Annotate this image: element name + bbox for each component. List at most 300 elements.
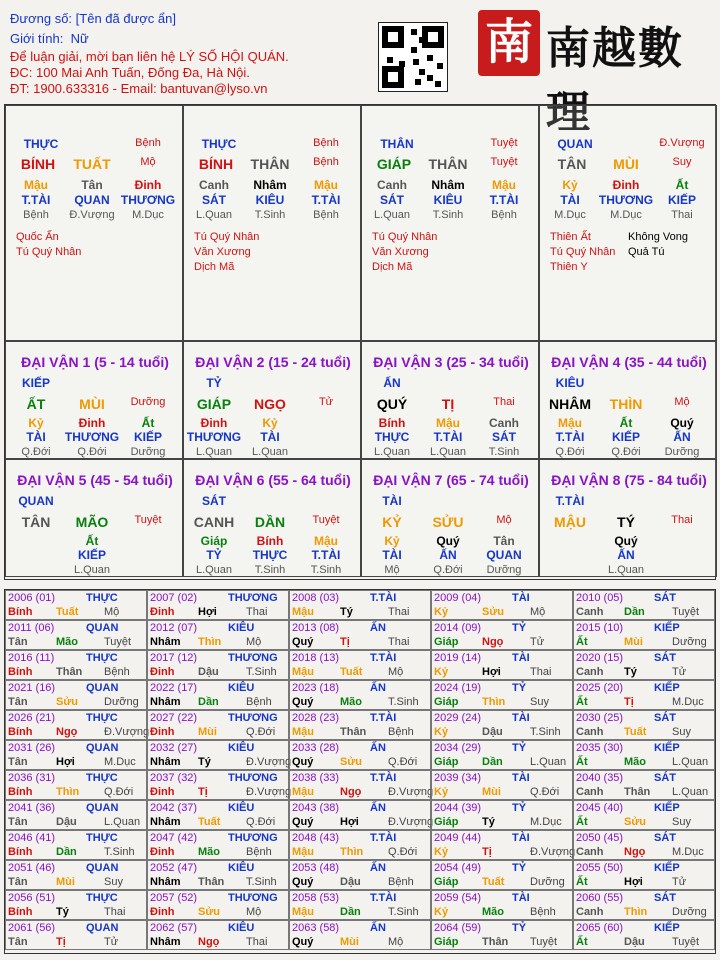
year-label: 2059 (54) — [434, 892, 482, 904]
dai-van-hidden-stem: Quý — [436, 534, 460, 548]
dai-van-cell — [361, 341, 539, 459]
dai-van-hidden-stem: Bính — [378, 416, 406, 430]
year-stem: Bính — [8, 786, 33, 798]
palace-life-stage: Đ.Vượng — [69, 209, 115, 221]
year-cell — [573, 800, 715, 830]
palace-branch: MÙI — [613, 156, 639, 172]
palace-stem: TÂN — [557, 156, 587, 172]
gender-label: Giới tính: — [10, 31, 64, 46]
year-stem: Tân — [8, 816, 28, 828]
year-cell — [431, 620, 573, 650]
year-branch: Sửu — [624, 816, 647, 828]
palace-hidden-stem: Kỷ — [562, 178, 578, 192]
dai-van-life-stage: L.Quan — [195, 446, 233, 458]
year-ten-god: TỶ — [512, 862, 527, 874]
year-ten-god: T.TÀI — [370, 832, 397, 844]
year-stem: Ất — [576, 816, 588, 828]
year-cell — [289, 860, 431, 890]
year-cell — [431, 920, 573, 950]
year-cell — [147, 680, 289, 710]
year-ten-god: KIÊU — [228, 802, 255, 814]
year-ten-god: ẤN — [370, 922, 386, 934]
year-label: 2062 (57) — [150, 922, 198, 934]
dai-van-stem: ẤT — [26, 396, 46, 412]
year-cell — [573, 770, 715, 800]
dai-van-cell — [183, 459, 361, 577]
dai-van-stem: KỶ — [382, 514, 402, 530]
year-label: 2045 (40) — [576, 802, 624, 814]
year-cell — [573, 590, 715, 620]
year-stem: Kỷ — [434, 846, 449, 858]
palace-hidden-stem: Nhâm — [253, 178, 287, 192]
gender-value: Nữ — [70, 31, 89, 46]
palace-extra-star: Văn Xương — [372, 246, 429, 258]
year-stem: Canh — [576, 606, 604, 618]
year-label: 2046 (41) — [8, 832, 56, 844]
year-branch: Tý — [482, 816, 495, 828]
year-label: 2063 (58) — [292, 922, 340, 934]
year-label: 2042 (37) — [150, 802, 198, 814]
year-cell — [573, 740, 715, 770]
year-label: 2012 (07) — [150, 622, 198, 634]
dai-van-life-stage: L.Quan — [607, 564, 645, 576]
year-branch: Mão — [624, 756, 646, 768]
year-stem: Tân — [8, 936, 28, 948]
year-branch: Thìn — [624, 906, 648, 918]
dai-van-hidden-stem: Đinh — [78, 416, 106, 430]
dai-van-hidden-stem: Mậu — [558, 416, 582, 430]
year-cell — [573, 710, 715, 740]
palace-star-top: THỰC — [201, 137, 237, 151]
year-stem: Quý — [292, 696, 314, 708]
dai-van-ten-god-hidden: T.TÀI — [555, 430, 585, 444]
year-branch: Thìn — [482, 696, 506, 708]
palace-phase-top: Bệnh — [313, 137, 339, 149]
year-life-stage: Q.Đới — [246, 726, 276, 738]
year-ten-god: KIẾP — [654, 922, 680, 934]
year-branch: Thìn — [340, 846, 364, 858]
palace-life-stage: Thai — [671, 209, 693, 221]
palace-hidden-stem: Đinh — [612, 178, 640, 192]
year-ten-god: THƯƠNG — [228, 832, 278, 844]
year-life-stage: L.Quan — [672, 756, 709, 768]
dai-van-cell — [183, 341, 361, 459]
palace-life-stage: T.Sinh — [432, 209, 464, 221]
year-stem: Kỷ — [434, 786, 449, 798]
year-branch: Tị — [198, 786, 208, 798]
year-label: 2023 (18) — [292, 682, 340, 694]
dai-van-stem: MẬU — [554, 514, 586, 530]
year-ten-god: T.TÀI — [370, 592, 397, 604]
palace-hidden-stem: Mậu — [314, 178, 338, 192]
owner-value: [Tên đã được ẩn] — [75, 11, 176, 26]
year-ten-god: QUAN — [86, 922, 119, 934]
year-life-stage: Mộ — [246, 906, 262, 918]
year-life-stage: T.Sinh — [246, 876, 277, 888]
dai-van-life-stage: Dưỡng — [130, 446, 166, 458]
year-ten-god: T.TÀI — [370, 892, 397, 904]
year-stem: Canh — [576, 726, 604, 738]
dai-van-ten-god-hidden: ẤN — [439, 548, 457, 562]
dai-van-life-stage: Dưỡng — [486, 564, 522, 576]
year-life-stage: Suy — [672, 816, 691, 828]
year-stem: Bính — [8, 906, 33, 918]
dai-van-ten-god-hidden: THỰC — [374, 430, 410, 444]
year-cell — [147, 710, 289, 740]
year-life-stage: Mộ — [104, 606, 120, 618]
year-cell — [431, 890, 573, 920]
dai-van-life-stage: L.Quan — [73, 564, 111, 576]
year-ten-god: KIẾP — [654, 742, 680, 754]
year-branch: Hợi — [624, 876, 643, 888]
year-life-stage: Thai — [388, 606, 410, 618]
dai-van-ten-god: SÁT — [202, 494, 226, 508]
dai-van-cell — [539, 341, 717, 459]
year-life-stage: Mộ — [388, 666, 404, 678]
dai-van-ten-god: TÀI — [382, 494, 402, 508]
palace-ten-god: KIÊU — [433, 193, 463, 207]
year-cell — [5, 590, 147, 620]
palace-phase: Suy — [672, 156, 692, 168]
year-life-stage: Thai — [530, 666, 552, 678]
dai-van-ten-god: KIÊU — [555, 376, 585, 390]
year-stem: Giáp — [434, 936, 459, 948]
year-life-stage: M.Dục — [530, 816, 562, 828]
year-ten-god: SÁT — [654, 772, 676, 784]
palace-phase: Bệnh — [313, 156, 339, 168]
year-ten-god: TỶ — [512, 682, 527, 694]
year-label: 2041 (36) — [8, 802, 56, 814]
year-label: 2047 (42) — [150, 832, 198, 844]
dai-van-hidden-stem: Đinh — [200, 416, 228, 430]
year-life-stage: Suy — [672, 726, 691, 738]
dai-van-stem: CANH — [193, 514, 235, 530]
year-label: 2032 (27) — [150, 742, 198, 754]
dai-van-ten-god: TỶ — [206, 376, 222, 390]
year-cell — [289, 890, 431, 920]
year-ten-god: T.TÀI — [370, 772, 397, 784]
year-stem: Ất — [576, 636, 588, 648]
year-label: 2050 (45) — [576, 832, 624, 844]
year-branch: Tý — [198, 756, 211, 768]
dai-van-hidden-stem: Mậu — [436, 416, 460, 430]
year-label: 2010 (05) — [576, 592, 624, 604]
year-branch: Sửu — [56, 696, 79, 708]
year-label: 2054 (49) — [434, 862, 482, 874]
year-branch: Mùi — [56, 876, 75, 888]
palace-extra-star: Tú Quý Nhân — [16, 246, 82, 258]
year-label: 2040 (35) — [576, 772, 624, 784]
dai-van-hidden-stem: Kỷ — [28, 416, 44, 430]
year-stem: Đinh — [150, 726, 175, 738]
dai-van-life-stage: T.Sinh — [310, 564, 342, 576]
year-life-stage: Tuyệt — [672, 606, 700, 618]
year-life-stage: Tuyệt — [672, 936, 700, 948]
year-label: 2006 (01) — [8, 592, 56, 604]
gender-line — [10, 30, 89, 47]
chart-grid — [4, 104, 716, 580]
year-cell — [289, 770, 434, 800]
year-branch: Hợi — [340, 816, 359, 828]
year-life-stage: M.Dục — [104, 756, 136, 768]
year-cell — [289, 920, 431, 950]
palace-phase-top: Đ.Vượng — [659, 137, 705, 149]
year-label: 2028 (23) — [292, 712, 340, 724]
year-label: 2044 (39) — [434, 802, 482, 814]
year-branch: Mùi — [340, 936, 359, 948]
dai-van-title: ĐẠI VẬN 1 (5 - 14 tuổi) — [21, 354, 169, 370]
year-branch: Tuất — [56, 606, 79, 618]
year-stem: Đinh — [150, 606, 175, 618]
year-label: 2026 (21) — [8, 712, 56, 724]
dai-van-life-stage: Q.Đới — [433, 564, 463, 576]
dai-van-ten-god-hidden: ẤN — [673, 430, 691, 444]
dai-van-ten-god-hidden: THỰC — [252, 548, 288, 562]
year-life-stage: M.Dục — [672, 696, 704, 708]
palace-hidden-stem: Mậu — [24, 178, 48, 192]
dai-van-life-stage: T.Sinh — [254, 564, 286, 576]
year-cell — [431, 650, 573, 680]
year-branch: Ngọ — [340, 786, 362, 798]
year-label: 2019 (14) — [434, 652, 482, 664]
year-cell — [573, 890, 715, 920]
palace-extra-star: Thiên Ất — [550, 231, 591, 243]
year-label: 2056 (51) — [8, 892, 56, 904]
dai-van-phase: Thai — [671, 514, 693, 526]
year-life-stage: Mộ — [530, 606, 546, 618]
year-cell — [5, 710, 150, 740]
year-ten-god: KIÊU — [228, 682, 255, 694]
dai-van-phase: Mộ — [496, 514, 512, 526]
dai-van-ten-god-hidden: THƯƠNG — [186, 430, 242, 444]
dai-van-branch: THÌN — [609, 396, 643, 412]
year-life-stage: Thai — [388, 636, 410, 648]
year-branch: Sửu — [482, 606, 505, 618]
dai-van-ten-god: ẤN — [383, 376, 401, 390]
year-stem: Ất — [576, 756, 588, 768]
year-branch: Tuất — [340, 666, 363, 678]
dai-van-phase: Dưỡng — [130, 396, 166, 408]
palace-hidden-stem: Nhâm — [431, 178, 465, 192]
year-label: 2007 (02) — [150, 592, 198, 604]
year-life-stage: Tử — [104, 936, 119, 948]
dai-van-hidden-stem: Quý — [670, 416, 694, 430]
year-life-stage: Bệnh — [104, 666, 130, 678]
palace-star-top: THÂN — [380, 137, 414, 151]
dai-van-life-stage: L.Quan — [195, 564, 233, 576]
palace-life-stage: M.Dục — [132, 209, 164, 221]
dai-van-phase: Tử — [318, 396, 334, 408]
dai-van-hidden-stem: Quý — [614, 534, 638, 548]
year-stem: Ất — [576, 936, 588, 948]
year-stem: Tân — [8, 636, 28, 648]
year-life-stage: Thai — [246, 606, 268, 618]
year-ten-god: ẤN — [370, 742, 386, 754]
year-ten-god: THỰC — [86, 592, 118, 604]
year-branch: Dần — [56, 846, 77, 858]
year-branch: Dậu — [482, 726, 503, 738]
dai-van-ten-god: KIẾP — [21, 376, 50, 390]
palace-stem: GIÁP — [376, 156, 412, 172]
year-stem: Giáp — [434, 636, 459, 648]
dai-van-hidden-stem: Ất — [141, 416, 155, 430]
palace-stem: BÍNH — [198, 156, 234, 172]
dai-van-ten-god-hidden: TỶ — [206, 548, 222, 562]
year-label: 2009 (04) — [434, 592, 482, 604]
year-stem: Bính — [8, 846, 33, 858]
year-stem: Tân — [8, 756, 28, 768]
year-life-stage: Đ.Vượng — [388, 816, 434, 828]
palace-life-stage: Bệnh — [313, 209, 339, 221]
dai-van-life-stage: Q.Đới — [555, 446, 585, 458]
year-label: 2030 (25) — [576, 712, 624, 724]
palace-ten-god: QUAN — [74, 193, 110, 207]
dai-van-ten-god-hidden: T.TÀI — [311, 548, 341, 562]
year-cell — [431, 740, 573, 770]
year-stem: Nhâm — [150, 936, 181, 948]
year-cell — [289, 830, 431, 860]
year-ten-god: KIẾP — [654, 622, 680, 634]
year-branch: Tuất — [482, 876, 505, 888]
year-life-stage: L.Quan — [530, 756, 567, 768]
year-label: 2033 (28) — [292, 742, 340, 754]
year-life-stage: Tuyệt — [104, 636, 132, 648]
year-life-stage: T.Sinh — [388, 696, 419, 708]
dai-van-title: ĐẠI VẬN 4 (35 - 44 tuổi) — [551, 354, 707, 370]
year-life-stage: Suy — [104, 876, 123, 888]
year-cell — [289, 620, 431, 650]
dai-van-hidden-stem: Mậu — [314, 534, 338, 548]
dai-van-life-stage: T.Sinh — [488, 446, 520, 458]
year-ten-god: TÀI — [512, 652, 530, 664]
dai-van-ten-god-hidden: QUAN — [486, 548, 522, 562]
year-branch: Dần — [340, 906, 361, 918]
year-life-stage: Bệnh — [388, 876, 414, 888]
palace-ten-god: THƯƠNG — [598, 193, 654, 207]
year-life-stage: Đ.Vượng — [246, 786, 292, 798]
year-ten-god: SÁT — [654, 892, 676, 904]
year-life-stage: Dưỡng — [672, 636, 707, 648]
year-cell — [431, 830, 576, 860]
year-life-stage: Thai — [104, 906, 126, 918]
year-cell — [573, 830, 715, 860]
year-stem: Canh — [576, 846, 604, 858]
year-label: 2055 (50) — [576, 862, 624, 874]
year-cell — [5, 920, 147, 950]
year-label: 2051 (46) — [8, 862, 56, 874]
year-branch: Tý — [56, 906, 69, 918]
palace-ten-god: SÁT — [202, 193, 226, 207]
year-stem: Canh — [576, 666, 604, 678]
year-cell — [5, 770, 147, 800]
palace-branch: TUẤT — [73, 156, 111, 172]
dai-van-branch: NGỌ — [254, 396, 286, 412]
year-branch: Ngọ — [56, 726, 78, 738]
dai-van-branch: MÙI — [79, 396, 105, 412]
year-branch: Sửu — [198, 906, 221, 918]
year-label: 2011 (06) — [8, 622, 55, 634]
dai-van-life-stage: Q.Đới — [77, 446, 107, 458]
year-life-stage: Tử — [530, 636, 545, 648]
dai-van-phase: Mộ — [674, 396, 690, 408]
dai-van-ten-god-hidden: THƯƠNG — [64, 430, 120, 444]
year-ten-god: TỶ — [512, 622, 527, 634]
year-label: 2013 (08) — [292, 622, 340, 634]
year-stem: Canh — [576, 906, 604, 918]
dai-van-life-stage: Q.Đới — [21, 446, 51, 458]
year-label: 2024 (19) — [434, 682, 482, 694]
year-cell — [5, 650, 147, 680]
year-branch: Thìn — [198, 636, 222, 648]
year-label: 2064 (59) — [434, 922, 482, 934]
year-label: 2027 (22) — [150, 712, 198, 724]
palace-hidden-stem: Ất — [675, 178, 689, 192]
year-label: 2016 (11) — [8, 652, 55, 664]
dai-van-cell — [361, 459, 539, 577]
dai-van-title: ĐẠI VẬN 2 (15 - 24 tuổi) — [195, 354, 351, 370]
dai-van-life-stage: Mộ — [384, 564, 400, 576]
year-ten-god: TỶ — [512, 742, 527, 754]
dai-van-branch: DẦN — [254, 514, 286, 530]
year-ten-god: KIÊU — [228, 622, 255, 634]
year-cell — [573, 650, 715, 680]
year-branch: Mùi — [624, 636, 643, 648]
year-life-stage: T.Sinh — [530, 726, 561, 738]
palace-phase: Mộ — [140, 156, 156, 168]
year-life-stage: Q.Đới — [530, 786, 560, 798]
year-stem: Giáp — [434, 816, 459, 828]
year-life-stage: T.Sinh — [104, 846, 135, 858]
palace-stem: BÍNH — [20, 156, 56, 172]
year-life-stage: Bệnh — [530, 906, 556, 918]
owner-label: Đương số: — [10, 11, 73, 26]
year-stem: Đinh — [150, 906, 175, 918]
year-branch: Mùi — [198, 726, 217, 738]
year-stem: Mậu — [292, 606, 314, 618]
phone-email-line: ĐT: 1900.633316 - Email: bantuvan@lyso.vn — [10, 81, 268, 96]
dai-van-life-stage: L.Quan — [373, 446, 411, 458]
year-life-stage: Q.Đới — [388, 846, 418, 858]
year-life-stage: L.Quan — [672, 786, 709, 798]
year-stem: Kỷ — [434, 906, 449, 918]
palace-extra-star: Quốc Ấn — [16, 231, 59, 243]
year-ten-god: QUAN — [86, 682, 119, 694]
year-life-stage: Q.Đới — [104, 786, 134, 798]
year-label: 2039 (34) — [434, 772, 482, 784]
year-life-stage: Dưỡng — [530, 876, 565, 888]
year-label: 2018 (13) — [292, 652, 340, 664]
year-stem: Mậu — [292, 666, 314, 678]
year-ten-god: KIÊU — [228, 922, 255, 934]
year-cell — [289, 680, 431, 710]
year-cell — [5, 860, 147, 890]
year-life-stage: Tuyệt — [530, 936, 558, 948]
year-ten-god: ẤN — [370, 802, 386, 814]
year-stem: Giáp — [434, 756, 459, 768]
year-stem: Đinh — [150, 846, 175, 858]
year-life-stage: Q.Đới — [246, 816, 276, 828]
year-stem: Quý — [292, 636, 314, 648]
year-branch: Ngọ — [198, 936, 220, 948]
dai-van-life-stage: L.Quan — [251, 446, 289, 458]
year-stem: Đinh — [150, 666, 175, 678]
year-branch: Tị — [340, 636, 350, 648]
year-stem: Bính — [8, 666, 33, 678]
dai-van-hidden-stem: Tân — [493, 534, 515, 548]
year-ten-god: TỶ — [512, 802, 527, 814]
year-stem: Nhâm — [150, 876, 181, 888]
year-branch: Hợi — [198, 606, 217, 618]
